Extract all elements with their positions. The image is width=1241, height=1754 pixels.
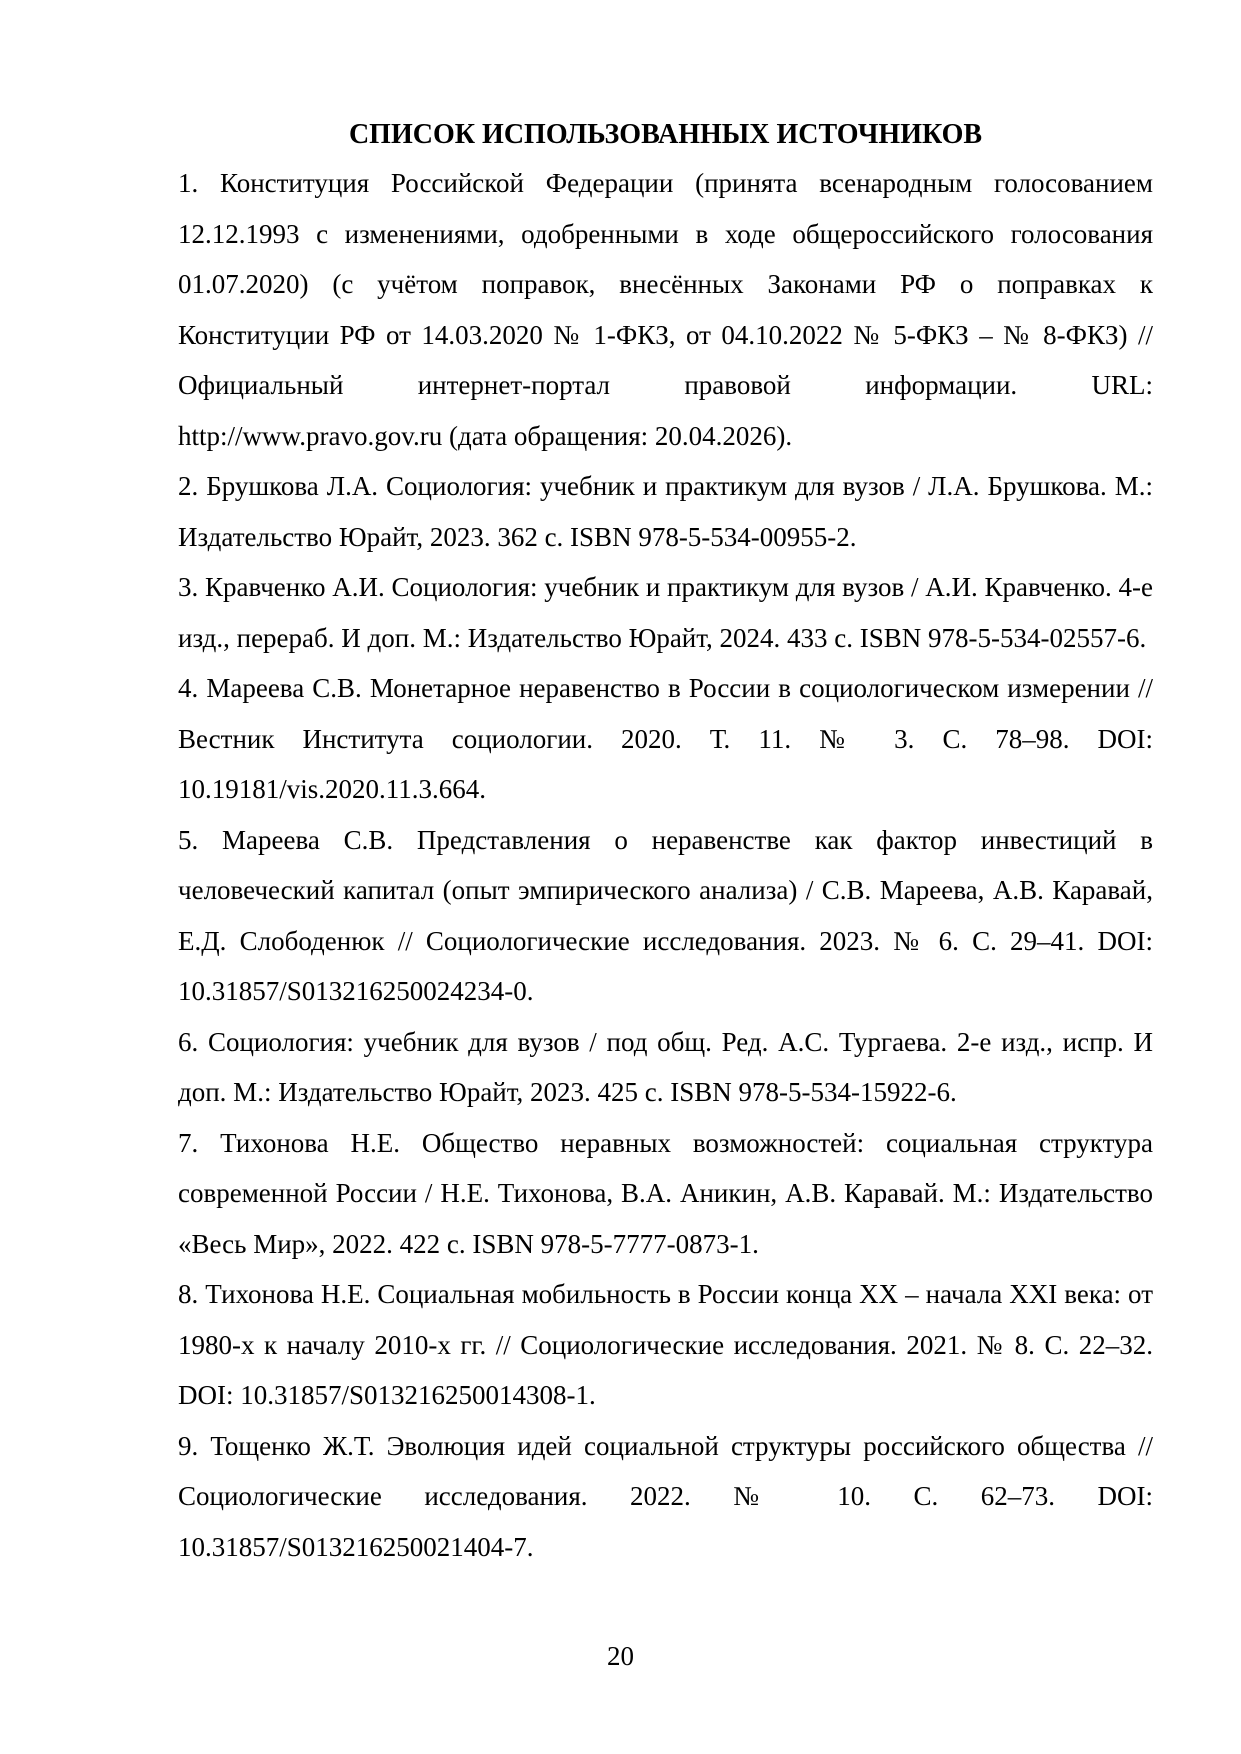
reference-item: 9. Тощенко Ж.Т. Эволюция идей социальной структуры российского общества // Социологические исследования. 2022. № 10. С. 62–73. DOI: 10.31857/S013216250021404-7.	[178, 1430, 1153, 1562]
page-content	[178, 114, 1153, 1572]
reference-item: 4. Мареева С.В. Монетарное неравенство в России в социологическом измерении // Вестник Института социологии. 2020. Т. 11. № 3. С. 78–98. DOI: 10.19181/vis.2020.11.3.664.	[178, 673, 1153, 804]
reference-item: 8. Тихонова Н.Е. Социальная мобильность в России конца XX – начала XXI века: от 1980-х к началу 2010-х гг. // Социологические исследования. 2021. № 8. С. 22–32. DOI: 10.31857/S013216250014308-1.	[178, 1279, 1153, 1410]
reference-item: 6. Социология: учебник для вузов / под общ. Ред. А.С. Тургаева. 2-е изд., испр. И доп. М.: Издательство Юрайт, 2023. 425 с. ISBN 978-5-534-15922-6.	[178, 1026, 1153, 1107]
page-number: 20	[607, 1641, 634, 1671]
reference-item: 1. Конституция Российской Федерации (принята всенародным голосованием 12.12.1993 с изменениями, одобренными в ходе общероссийского голосования 01.07.2020) (с учётом поправок, внесённых Законами РФ о поправках к Конституции РФ от 14.03.2020 № 1-ФКЗ, от 04.10.2022 № 5-ФКЗ – № 8-ФКЗ) // Официальный интернет-портал правовой информации. URL: http://www.pravo.gov.ru (дата обращения: 20.04.2026).	[178, 168, 1153, 451]
page-title: СПИСОК ИСПОЛЬЗОВАННЫХ ИСТОЧНИКОВ	[348, 119, 983, 150]
reference-item: 7. Тихонова Н.Е. Общество неравных возможностей: социальная структура современной России / Н.Е. Тихонова, В.А. Аникин, А.В. Каравай. М.: Издательство «Весь Мир», 2022. 422 с. ISBN 978-5-7777-0873-1.	[178, 1127, 1153, 1259]
reference-list	[178, 158, 1153, 1572]
reference-item: 5. Мареева С.В. Представления о неравенстве как фактор инвестиций в человеческий капитал (опыт эмпирического анализа) / С.В. Мареева, А.В. Каравай, Е.Д. Слободенюк // Социологические исследования. 2023. № 6. С. 29–41. DOI: 10.31857/S013216250024234-0.	[178, 824, 1153, 1006]
reference-item: 3. Кравченко А.И. Социология: учебник и практикум для вузов / А.И. Кравченко. 4-е изд., перераб. И доп. М.: Издательство Юрайт, 2024. 433 с. ISBN 978-5-534-02557-6.	[178, 572, 1153, 653]
reference-item: 2. Брушкова Л.А. Социология: учебник и практикум для вузов / Л.А. Брушкова. М.: Издательство Юрайт, 2023. 362 с. ISBN 978-5-534-00955-2.	[178, 471, 1153, 552]
